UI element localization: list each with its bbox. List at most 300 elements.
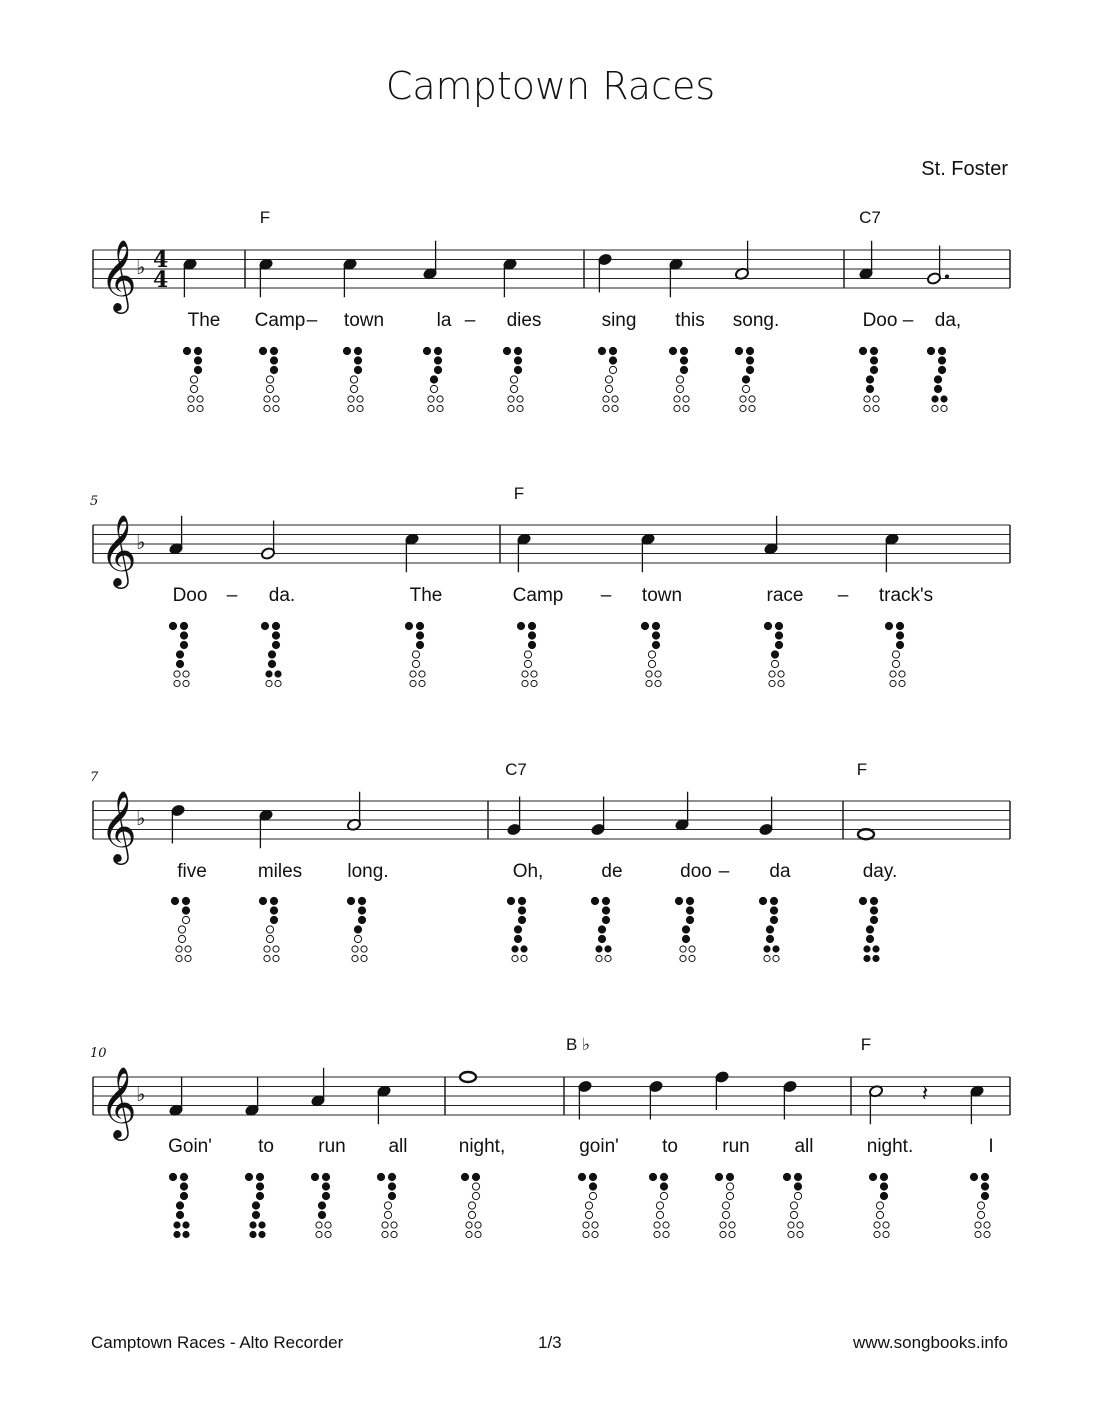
finger-hole (268, 651, 275, 658)
finger-hole (322, 1192, 329, 1199)
finger-hole (896, 641, 903, 648)
finger-hole (194, 357, 201, 364)
thumb-hole (183, 347, 190, 354)
finger-hole (880, 1192, 887, 1199)
finger-hole (746, 347, 753, 354)
finger-hole (190, 385, 197, 392)
lyric-syllable: Camp (254, 310, 306, 331)
double-hole (873, 396, 879, 402)
recorder-fingering-diagram (759, 897, 779, 961)
double-hole (197, 396, 203, 402)
recorder-fingering-diagram (343, 347, 363, 411)
recorder-fingering-diagram (503, 347, 523, 411)
double-hole (646, 671, 652, 677)
recorder-fingering-diagram (261, 622, 281, 686)
recorder-fingering-diagram (598, 347, 618, 411)
finger-hole (742, 376, 749, 383)
double-hole (512, 955, 518, 961)
double-hole (197, 405, 203, 411)
finger-hole (350, 376, 357, 383)
thumb-hole (859, 897, 866, 904)
double-hole (663, 1222, 669, 1228)
finger-hole (524, 651, 531, 658)
finger-hole (176, 660, 183, 667)
recorder-fingering-diagram (649, 1173, 669, 1237)
finger-hole (794, 1173, 801, 1180)
lyric-syllable: run (318, 1136, 346, 1157)
double-hole (531, 671, 537, 677)
quarter-rest-icon: 𝄽 (921, 1082, 929, 1107)
double-hole (740, 405, 746, 411)
finger-hole (656, 1202, 663, 1209)
finger-hole (468, 1211, 475, 1218)
finger-hole (270, 916, 277, 923)
note-head (858, 829, 874, 839)
double-hole (689, 946, 695, 952)
double-hole (410, 671, 416, 677)
thumb-hole (649, 1173, 656, 1180)
finger-hole (388, 1183, 395, 1190)
finger-hole (605, 376, 612, 383)
double-hole (437, 405, 443, 411)
finger-hole (416, 632, 423, 639)
double-hole (174, 671, 180, 677)
finger-hole (252, 1211, 259, 1218)
finger-hole (609, 366, 616, 373)
finger-hole (775, 622, 782, 629)
double-hole (873, 405, 879, 411)
finger-hole (880, 1183, 887, 1190)
thumb-hole (377, 1173, 384, 1180)
double-hole (663, 1231, 669, 1237)
recorder-fingering-diagram (735, 347, 755, 411)
finger-hole (866, 926, 873, 933)
lyric-syllable: track's (878, 585, 934, 606)
thumb-hole (675, 897, 682, 904)
finger-hole (180, 622, 187, 629)
chord-symbol: C7 (859, 208, 881, 227)
chord-symbol: F (856, 760, 868, 779)
lyric-syllable: long. (347, 861, 389, 882)
finger-hole (270, 897, 277, 904)
finger-hole (686, 897, 693, 904)
finger-hole (771, 651, 778, 658)
finger-hole (182, 907, 189, 914)
finger-hole (589, 1192, 596, 1199)
finger-hole (514, 366, 521, 373)
finger-hole (384, 1202, 391, 1209)
thumb-hole (783, 1173, 790, 1180)
finger-hole (318, 1211, 325, 1218)
double-hole (729, 1222, 735, 1228)
double-hole (941, 396, 947, 402)
double-hole (176, 946, 182, 952)
double-hole (521, 955, 527, 961)
double-hole (874, 1222, 880, 1228)
lyric-syllable: goin' (579, 1136, 619, 1157)
finger-hole (514, 935, 521, 942)
lyric-syllable: The (409, 585, 443, 606)
double-hole (273, 955, 279, 961)
lyric-syllable: run (722, 1136, 750, 1157)
finger-hole (388, 1192, 395, 1199)
double-hole (654, 1222, 660, 1228)
finger-hole (182, 897, 189, 904)
finger-hole (686, 907, 693, 914)
recorder-fingering-diagram (259, 897, 279, 961)
lyric-syllable: I (988, 1136, 994, 1157)
lyric-syllable: night. (866, 1136, 914, 1157)
finger-hole (358, 897, 365, 904)
recorder-fingering-diagram (245, 1173, 265, 1237)
treble-clef-icon: 𝄞 (100, 1065, 137, 1138)
flat-key-signature-icon: ♭ (136, 806, 146, 830)
lyric-syllable: The (187, 310, 221, 331)
lyric-hyphen: – (306, 310, 318, 331)
double-hole (883, 1222, 889, 1228)
recorder-fingering-diagram (259, 347, 279, 411)
double-hole (183, 1222, 189, 1228)
finger-hole (876, 1202, 883, 1209)
double-hole (932, 405, 938, 411)
finger-hole (938, 366, 945, 373)
thumb-hole (245, 1173, 252, 1180)
finger-hole (598, 935, 605, 942)
double-hole (325, 1231, 331, 1237)
finger-hole (892, 660, 899, 667)
recorder-fingering-diagram (927, 347, 947, 411)
double-hole (522, 680, 528, 686)
double-hole (466, 1231, 472, 1237)
lyric-syllable: to (662, 1136, 678, 1157)
lyric-syllable: Goin' (168, 1136, 212, 1157)
finger-hole (434, 357, 441, 364)
finger-hole (938, 347, 945, 354)
double-hole (382, 1231, 388, 1237)
page-title: Camptown Races (385, 64, 716, 108)
double-hole (749, 405, 755, 411)
double-hole (773, 955, 779, 961)
recorder-fingering-diagram (517, 622, 537, 686)
double-hole (864, 405, 870, 411)
recorder-fingering-diagram (171, 897, 191, 961)
recorder-fingering-diagram (859, 897, 879, 961)
finger-hole (866, 385, 873, 392)
finger-hole (726, 1173, 733, 1180)
finger-hole (605, 385, 612, 392)
measure-number: 7 (90, 770, 99, 785)
double-hole (437, 396, 443, 402)
thumb-hole (759, 897, 766, 904)
lyric-syllable: sing (601, 310, 637, 331)
finger-hole (682, 926, 689, 933)
recorder-fingering-diagram (641, 622, 661, 686)
finger-hole (977, 1202, 984, 1209)
time-signature-bottom: 4 (153, 267, 169, 293)
double-hole (475, 1222, 481, 1228)
finger-hole (652, 622, 659, 629)
recorder-fingering-diagram (507, 897, 527, 961)
lyric-syllable: all (388, 1136, 408, 1157)
double-hole (975, 1231, 981, 1237)
finger-hole (934, 385, 941, 392)
lyric-hyphen: – (837, 585, 849, 606)
recorder-fingering-diagram (885, 622, 905, 686)
double-hole (188, 405, 194, 411)
finger-hole (680, 347, 687, 354)
double-hole (183, 680, 189, 686)
finger-hole (680, 357, 687, 364)
double-hole (984, 1222, 990, 1228)
finger-hole (981, 1183, 988, 1190)
footer-song-title: Camptown Races - Alto Recorder (91, 1333, 344, 1352)
finger-hole (652, 632, 659, 639)
recorder-fingering-diagram (783, 1173, 803, 1237)
lyric-syllable: night, (458, 1136, 506, 1157)
double-hole (266, 680, 272, 686)
finger-hole (870, 347, 877, 354)
finger-hole (354, 357, 361, 364)
double-hole (605, 946, 611, 952)
thumb-hole (735, 347, 742, 354)
chord-symbol: F (259, 208, 271, 227)
lyric-hyphen: – (464, 310, 476, 331)
flat-key-signature-icon: ♭ (136, 255, 146, 279)
double-hole (720, 1222, 726, 1228)
thumb-hole (259, 897, 266, 904)
lyric-hyphen: – (600, 585, 612, 606)
recorder-fingering-diagram (461, 1173, 481, 1237)
thumb-hole (503, 347, 510, 354)
double-hole (185, 946, 191, 952)
finger-hole (434, 366, 441, 373)
lyric-syllable: town (641, 585, 683, 606)
finger-hole (656, 1211, 663, 1218)
flat-key-signature-icon: ♭ (136, 530, 146, 554)
finger-hole (870, 907, 877, 914)
double-hole (932, 396, 938, 402)
thumb-hole (405, 622, 412, 629)
double-hole (325, 1222, 331, 1228)
finger-hole (358, 916, 365, 923)
thumb-hole (517, 622, 524, 629)
finger-hole (528, 641, 535, 648)
double-hole (883, 1231, 889, 1237)
finger-hole (770, 907, 777, 914)
finger-hole (256, 1192, 263, 1199)
finger-hole (648, 660, 655, 667)
double-hole (797, 1222, 803, 1228)
finger-hole (176, 1211, 183, 1218)
double-hole (521, 946, 527, 952)
finger-hole (660, 1192, 667, 1199)
lyric-syllable: Camp (512, 585, 564, 606)
recorder-fingering-diagram (764, 622, 784, 686)
finger-hole (598, 926, 605, 933)
double-hole (185, 955, 191, 961)
double-hole (596, 955, 602, 961)
finger-hole (180, 641, 187, 648)
finger-hole (585, 1202, 592, 1209)
chord-symbol: B ♭ (565, 1035, 591, 1054)
thumb-hole (259, 347, 266, 354)
double-hole (797, 1231, 803, 1237)
finger-hole (726, 1192, 733, 1199)
double-hole (522, 671, 528, 677)
double-hole (273, 405, 279, 411)
chord-symbol: F (860, 1035, 872, 1054)
recorder-fingering-diagram (859, 347, 879, 411)
finger-hole (266, 926, 273, 933)
staff-system (90, 760, 1010, 962)
finger-hole (660, 1173, 667, 1180)
double-hole (391, 1222, 397, 1228)
thumb-hole (461, 1173, 468, 1180)
recorder-fingering-diagram (675, 897, 695, 961)
double-hole (689, 955, 695, 961)
double-hole (174, 680, 180, 686)
double-hole (899, 680, 905, 686)
finger-hole (775, 641, 782, 648)
thumb-hole (859, 347, 866, 354)
finger-hole (746, 357, 753, 364)
finger-hole (388, 1173, 395, 1180)
finger-hole (176, 651, 183, 658)
finger-hole (416, 622, 423, 629)
lyric-syllable: song. (732, 310, 780, 331)
recorder-fingering-diagram (423, 347, 443, 411)
thumb-hole (591, 897, 598, 904)
finger-hole (770, 916, 777, 923)
finger-hole (510, 385, 517, 392)
finger-hole (726, 1183, 733, 1190)
double-hole (361, 955, 367, 961)
double-hole (508, 396, 514, 402)
finger-hole (434, 347, 441, 354)
lyric-syllable: miles (257, 861, 303, 882)
double-hole (382, 1222, 388, 1228)
double-hole (250, 1231, 256, 1237)
finger-hole (981, 1192, 988, 1199)
double-hole (941, 405, 947, 411)
double-hole (361, 946, 367, 952)
finger-hole (876, 1211, 883, 1218)
finger-hole (176, 1202, 183, 1209)
thumb-hole (869, 1173, 876, 1180)
finger-hole (892, 651, 899, 658)
finger-hole (518, 916, 525, 923)
thumb-hole (715, 1173, 722, 1180)
double-hole (174, 1222, 180, 1228)
double-hole (778, 680, 784, 686)
finger-hole (609, 347, 616, 354)
finger-hole (252, 1202, 259, 1209)
double-hole (391, 1231, 397, 1237)
finger-hole (354, 935, 361, 942)
footer-page-number: 1/3 (538, 1333, 562, 1352)
finger-hole (178, 926, 185, 933)
recorder-fingering-diagram (869, 1173, 889, 1237)
finger-hole (350, 385, 357, 392)
double-hole (890, 671, 896, 677)
double-hole (740, 396, 746, 402)
finger-hole (430, 385, 437, 392)
finger-hole (468, 1202, 475, 1209)
double-hole (583, 1222, 589, 1228)
dot (945, 275, 949, 279)
recorder-fingering-diagram (405, 622, 425, 686)
double-hole (316, 1231, 322, 1237)
finger-hole (880, 1173, 887, 1180)
finger-hole (934, 376, 941, 383)
double-hole (729, 1231, 735, 1237)
finger-hole (180, 632, 187, 639)
double-hole (764, 946, 770, 952)
double-hole (873, 955, 879, 961)
double-hole (512, 946, 518, 952)
finger-hole (896, 622, 903, 629)
double-hole (646, 680, 652, 686)
double-hole (531, 680, 537, 686)
double-hole (773, 946, 779, 952)
double-hole (352, 946, 358, 952)
recorder-fingering-diagram (377, 1173, 397, 1237)
double-hole (316, 1222, 322, 1228)
time-signature-top: 4 (153, 247, 169, 273)
double-hole (275, 680, 281, 686)
double-hole (683, 396, 689, 402)
finger-hole (194, 347, 201, 354)
finger-hole (524, 660, 531, 667)
thumb-hole (423, 347, 430, 354)
double-hole (259, 1231, 265, 1237)
finger-hole (472, 1192, 479, 1199)
finger-hole (866, 935, 873, 942)
double-hole (428, 405, 434, 411)
finger-hole (272, 641, 279, 648)
finger-hole (775, 632, 782, 639)
double-hole (183, 671, 189, 677)
double-hole (583, 1231, 589, 1237)
finger-hole (602, 907, 609, 914)
double-hole (769, 671, 775, 677)
double-hole (864, 946, 870, 952)
finger-hole (676, 376, 683, 383)
recorder-fingering-diagram (169, 622, 189, 686)
lyric-syllable: da, (934, 310, 962, 331)
finger-hole (790, 1202, 797, 1209)
lyric-syllable: race (766, 585, 804, 606)
double-hole (188, 396, 194, 402)
finger-hole (680, 366, 687, 373)
finger-hole (180, 1173, 187, 1180)
double-hole (655, 671, 661, 677)
double-hole (890, 680, 896, 686)
finger-hole (514, 926, 521, 933)
finger-hole (794, 1183, 801, 1190)
double-hole (428, 396, 434, 402)
finger-hole (256, 1183, 263, 1190)
finger-hole (585, 1211, 592, 1218)
lyric-syllable: Doo (172, 585, 208, 606)
finger-hole (180, 1192, 187, 1199)
measure-number: 10 (90, 1046, 107, 1061)
thumb-hole (669, 347, 676, 354)
finger-hole (270, 357, 277, 364)
double-hole (603, 405, 609, 411)
lyric-syllable: dies (506, 310, 542, 331)
finger-hole (676, 385, 683, 392)
